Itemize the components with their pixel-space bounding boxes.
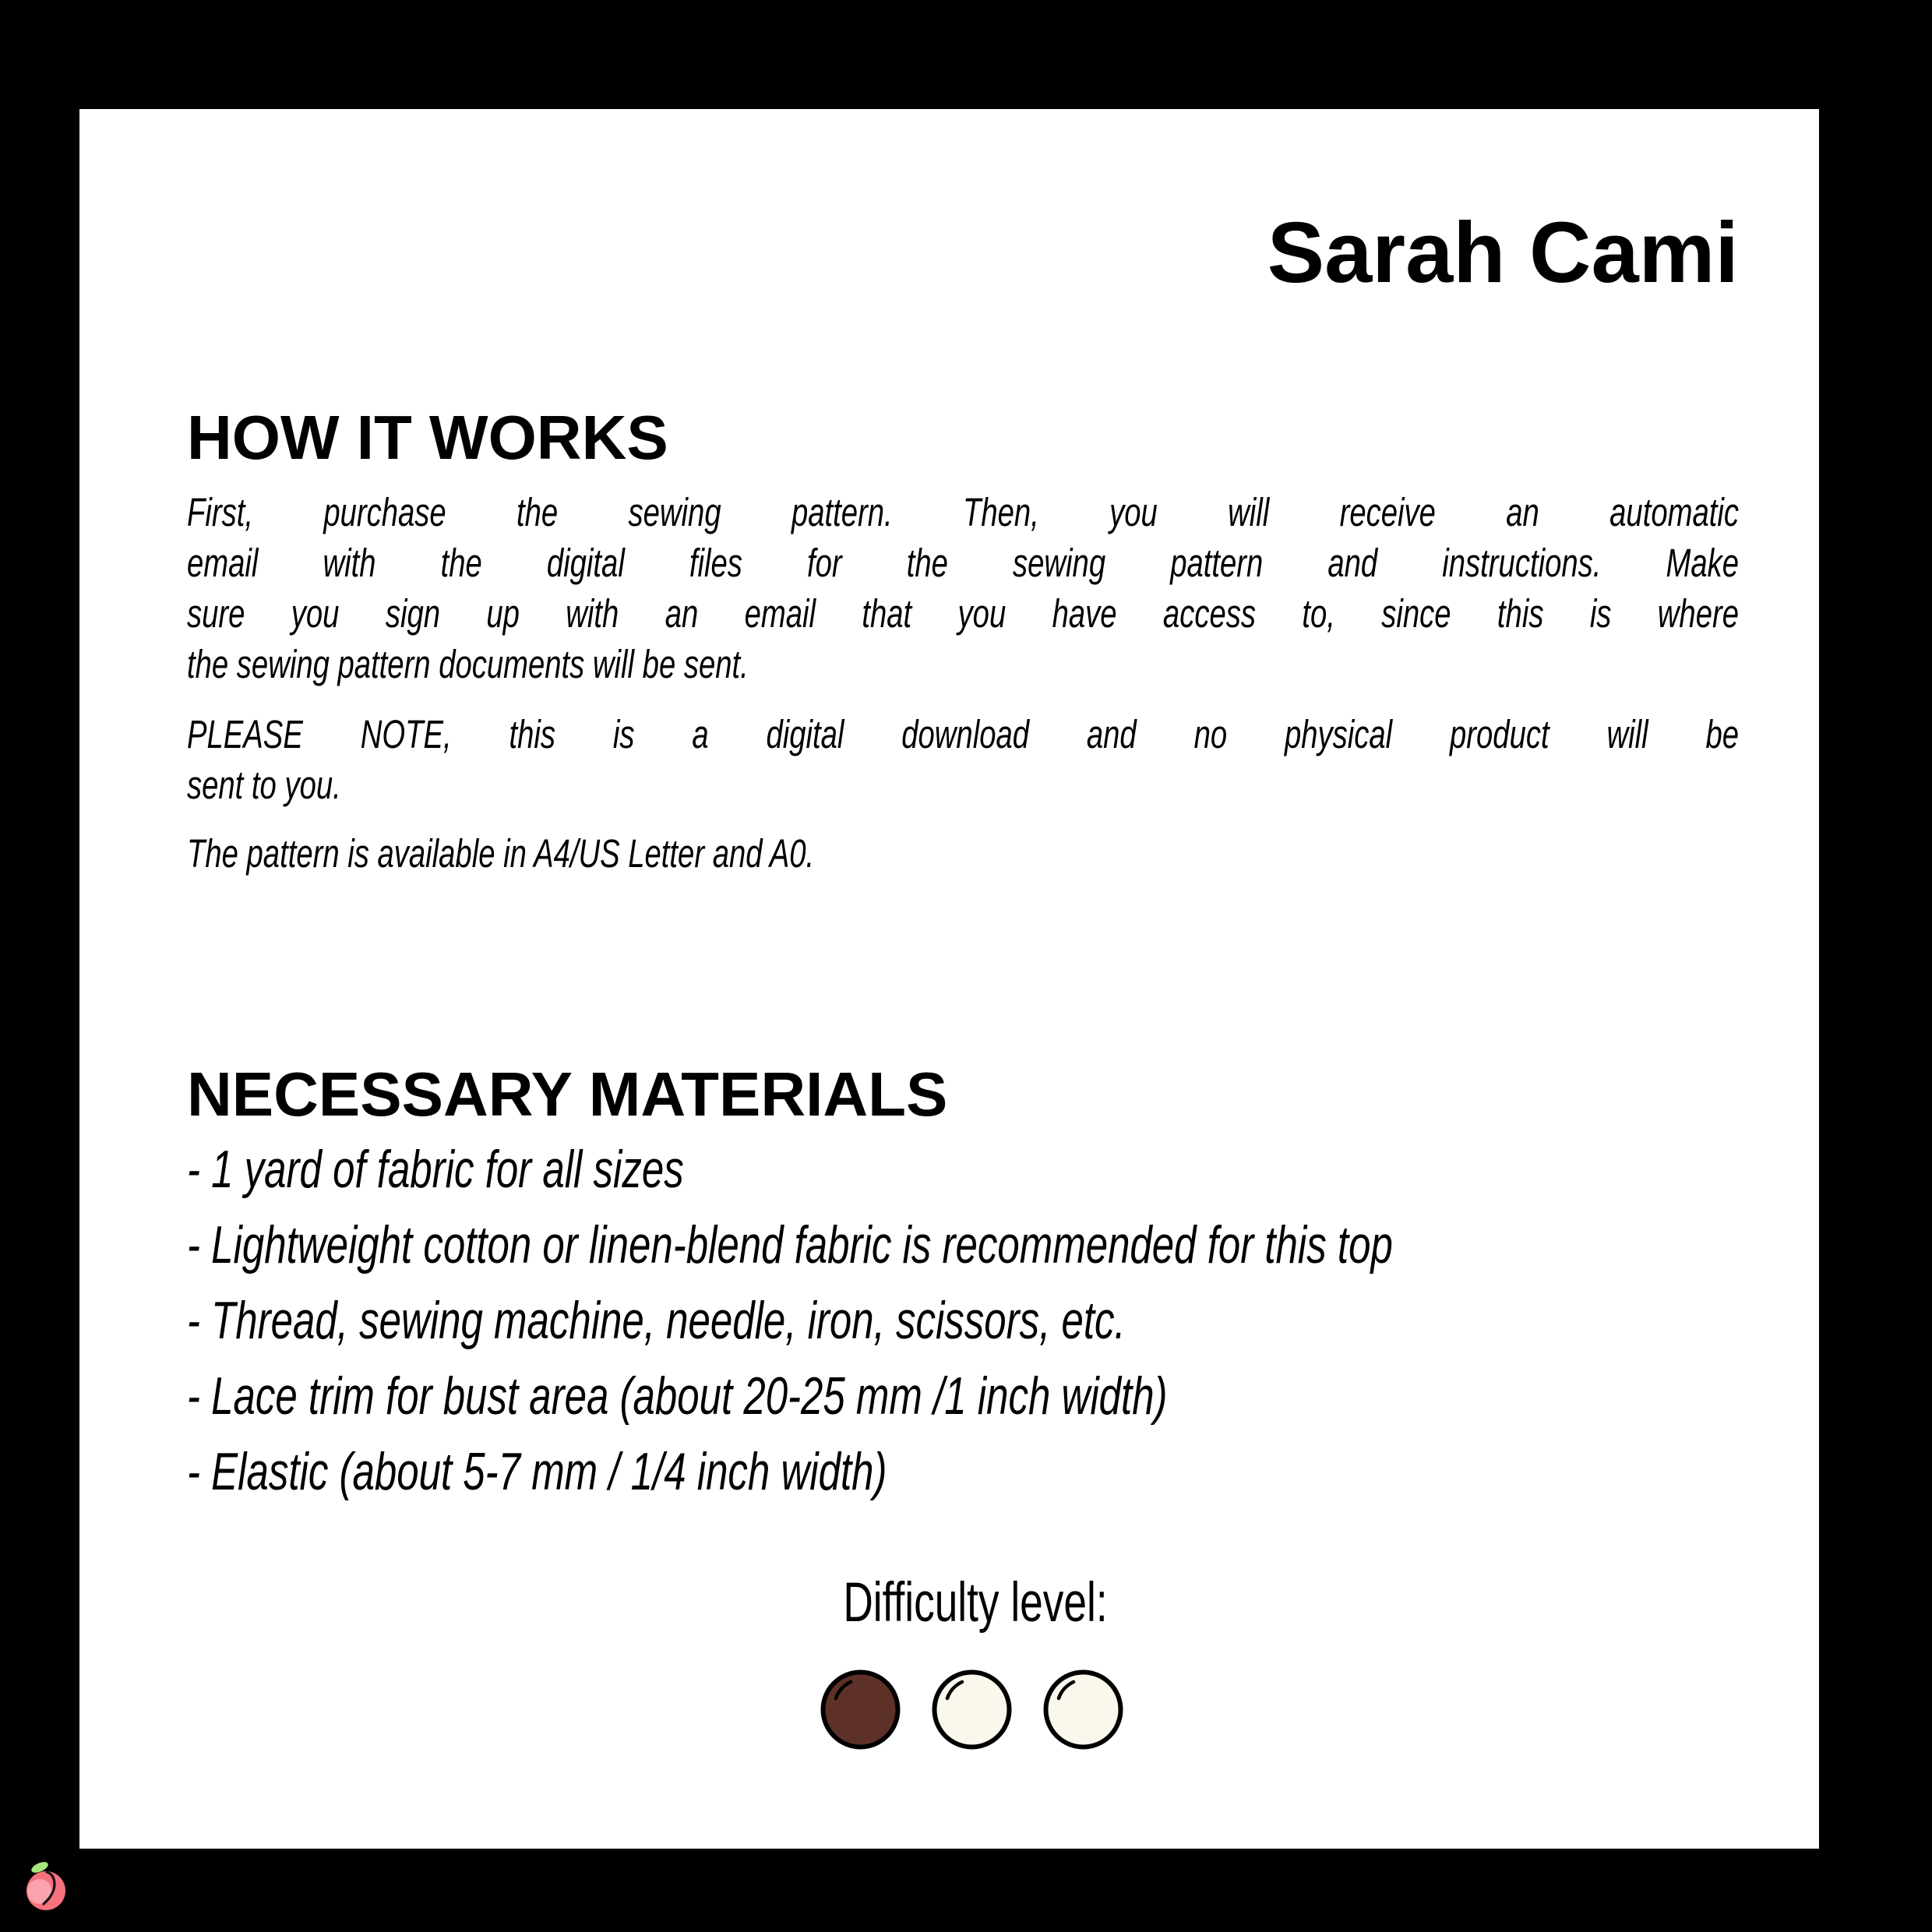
paragraph-line: PLEASE NOTE, this is a digital download and no physical product will be — [187, 712, 1739, 756]
difficulty-level-label: Difficulty level: — [843, 1572, 1108, 1634]
peach-icon — [23, 1859, 69, 1912]
how-it-works-paragraph-3 — [187, 828, 1739, 879]
paragraph-line: the sewing pattern documents will be sent. — [187, 642, 749, 686]
difficulty-dots — [820, 1669, 1124, 1750]
paragraph-line: sure you sign up with an email that you have access to, since this is where — [187, 591, 1739, 636]
difficulty-dot-empty-icon — [1042, 1669, 1124, 1750]
list-item: - 1 yard of fabric for all sizes — [187, 1140, 684, 1199]
list-item: - Lightweight cotton or linen-blend fabric is recommended for this top — [187, 1215, 1393, 1274]
paragraph-line: The pattern is available in A4/US Letter and A0. — [187, 831, 815, 876]
difficulty-dot-filled-icon — [820, 1669, 901, 1750]
difficulty-dot-empty-icon — [931, 1669, 1013, 1750]
list-item: - Thread, sewing machine, needle, iron, scissors, etc. — [187, 1291, 1126, 1350]
how-it-works-heading: HOW IT WORKS — [187, 403, 668, 472]
materials-list — [187, 1132, 1739, 1510]
how-it-works-paragraph-1 — [187, 487, 1739, 689]
paragraph-line: email with the digital files for the sewing pattern and instructions. Make — [187, 541, 1739, 585]
list-item: - Elastic (about 5-7 mm / 1/4 inch width) — [187, 1442, 887, 1501]
necessary-materials-heading: NECESSARY MATERIALS — [187, 1059, 948, 1129]
page-title: Sarah Cami — [1267, 205, 1739, 301]
paragraph-line: First, purchase the sewing pattern. Then, you will receive an automatic — [187, 490, 1739, 534]
paragraph-line: sent to you. — [187, 763, 341, 807]
how-it-works-paragraph-2 — [187, 709, 1739, 810]
list-item: - Lace trim for bust area (about 20-25 mm /1 inch width) — [187, 1366, 1168, 1426]
